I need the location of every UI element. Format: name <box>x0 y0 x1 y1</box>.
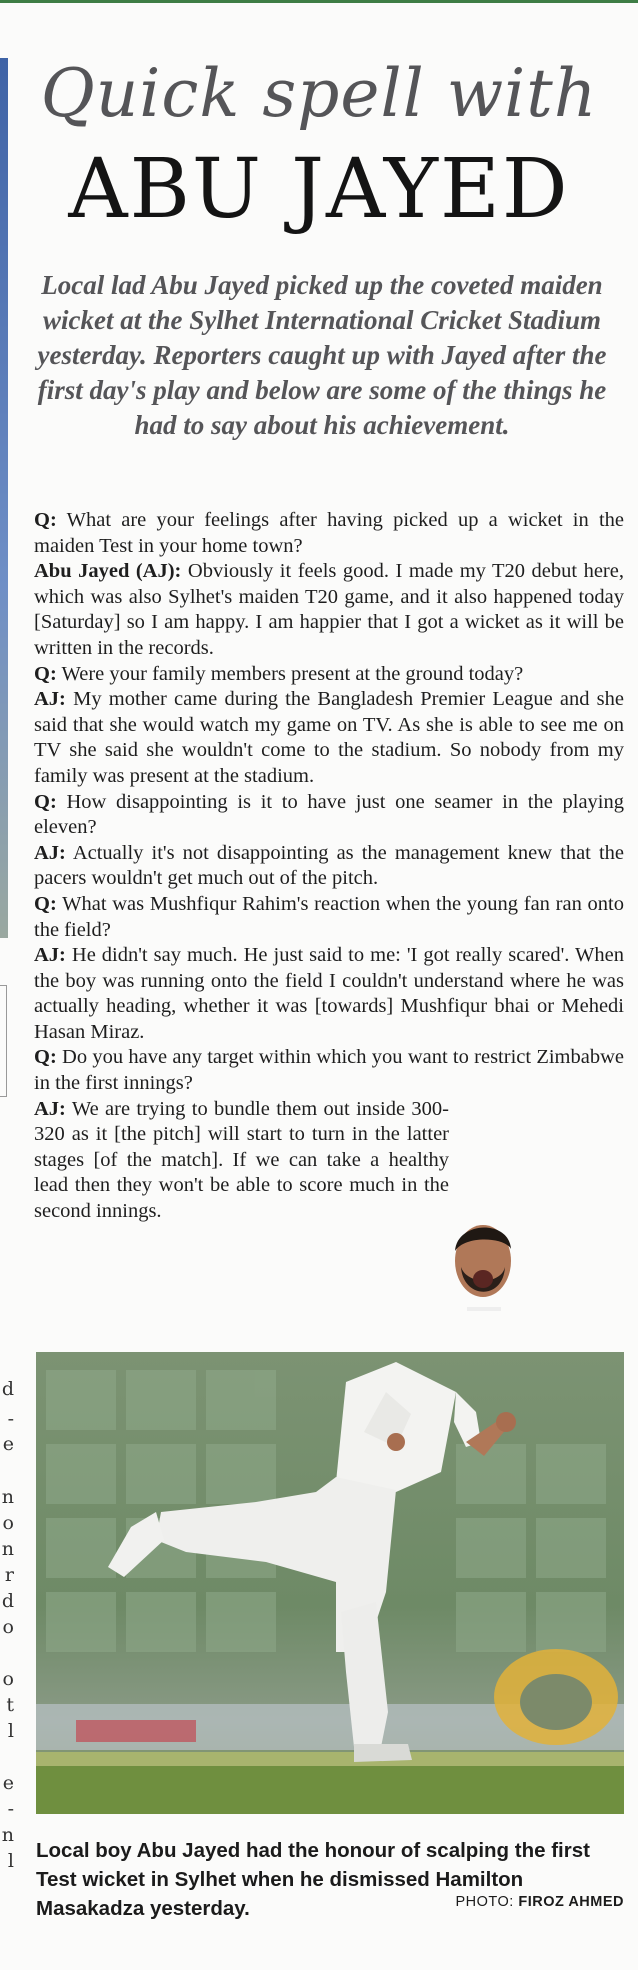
column-fragment: o <box>2 1668 14 1690</box>
question-text: What was Mushfiqur Rahim's reaction when the young fan ran onto the field? <box>34 892 624 941</box>
column-fragment: o <box>2 1616 14 1638</box>
column-fragment: n <box>1 1486 14 1508</box>
interview-body <box>34 508 624 1225</box>
speaker-label: AJ: <box>34 944 66 967</box>
question-text: Do you have any target within which you want to restrict Zimbabwe in the first innings? <box>34 1046 624 1095</box>
photo-caption: Local boy Abu Jayed had the honour of scalping the first Test wicket in Sylhet when he dismissed Hamilton Masakadza yesterday. <box>36 1839 590 1920</box>
speaker-label: Q: <box>34 790 57 813</box>
question <box>34 790 624 841</box>
answer-text: Actually it's not disappointing as the management knew that the pacers wouldn't get much out of the pitch. <box>34 841 624 890</box>
answer-text: We are trying to bundle them out inside 300-320 as it [the pitch] will start to turn in the latter stages [of the match]. If we can take a healthy lead then they won't be able to score much in the second innings. <box>34 1097 449 1223</box>
column-fragment: - <box>7 1798 14 1820</box>
speaker-label: Q: <box>34 892 57 915</box>
speaker-label: Abu Jayed (AJ): <box>34 560 182 583</box>
speaker-label: Q: <box>34 662 57 685</box>
adjacent-column-box-edge <box>0 985 7 1097</box>
question <box>34 508 624 559</box>
column-fragment: o <box>2 1512 14 1534</box>
photo-credit-label: PHOTO: <box>455 1894 514 1910</box>
answer-text: My mother came during the Bangladesh Premier League and she said that she would watch my game on TV. As she is able to see me on TV she said she wouldn't come to the stadium. So nobody from my family was present at the stadium. <box>34 688 624 787</box>
speaker-label: Q: <box>34 509 57 531</box>
answer <box>34 559 624 661</box>
question <box>34 1045 624 1096</box>
column-fragment: d <box>1 1590 14 1612</box>
question-text: How disappointing is it to have just one seamer in the playing eleven? <box>34 790 624 839</box>
headline-name: ABU JAYED <box>68 142 570 237</box>
column-fragment: d <box>1 1378 14 1400</box>
answer <box>34 687 624 789</box>
answer-text: He didn't say much. He just said to me: 'I got really scared'. When the boy was running onto the field I couldn't understand where he was actually heading, whether it was [towards] Mushfiqur bhai or Mehedi Hasan Miraz. <box>34 944 624 1043</box>
photographer-name: FIROZ AHMED <box>518 1894 624 1910</box>
question <box>34 662 624 688</box>
column-fragment: - <box>7 1408 14 1430</box>
column-fragment: l <box>7 1850 14 1872</box>
speaker-label: AJ: <box>34 688 66 711</box>
answer <box>34 1097 449 1225</box>
question-text: What are your feelings after having picked up a wicket in the maiden Test in your home town? <box>34 509 624 557</box>
column-fragment: e <box>2 1772 14 1794</box>
intro-standfirst: Local lad Abu Jayed picked up the coveted maiden wicket at the Sylhet International Cricket Stadium yesterday. Reporters caught up with Jayed after the first day's play and below are some of the things he had to say about his achievement. <box>37 270 607 440</box>
column-fragment: n <box>1 1824 14 1846</box>
question <box>34 892 624 943</box>
photo-credit <box>455 1894 624 1910</box>
question-text: Were your family members present at the ground today? <box>56 662 524 685</box>
speaker-label: AJ: <box>34 841 66 864</box>
column-fragment: t <box>6 1694 14 1716</box>
column-fragment: n <box>1 1538 14 1560</box>
top-rule <box>0 0 638 3</box>
player-head <box>445 1215 521 1311</box>
answer <box>34 943 624 1045</box>
celebration-photo <box>36 1352 624 1814</box>
column-fragment: e <box>2 1433 14 1455</box>
speaker-label: AJ: <box>34 1097 66 1120</box>
column-fragment: l <box>7 1720 14 1742</box>
answer-text: Obviously it feels good. I made my T20 debut here, which was also Sylhet's maiden T20 game, and it also happened today [Saturday] so I am happy. I am happier that I got a wicket as it will be written in the records. <box>34 560 624 659</box>
column-fragment: r <box>4 1564 14 1586</box>
answer <box>34 841 624 892</box>
speaker-label: Q: <box>34 1046 57 1069</box>
headline-kicker: Quick spell with <box>40 55 598 132</box>
